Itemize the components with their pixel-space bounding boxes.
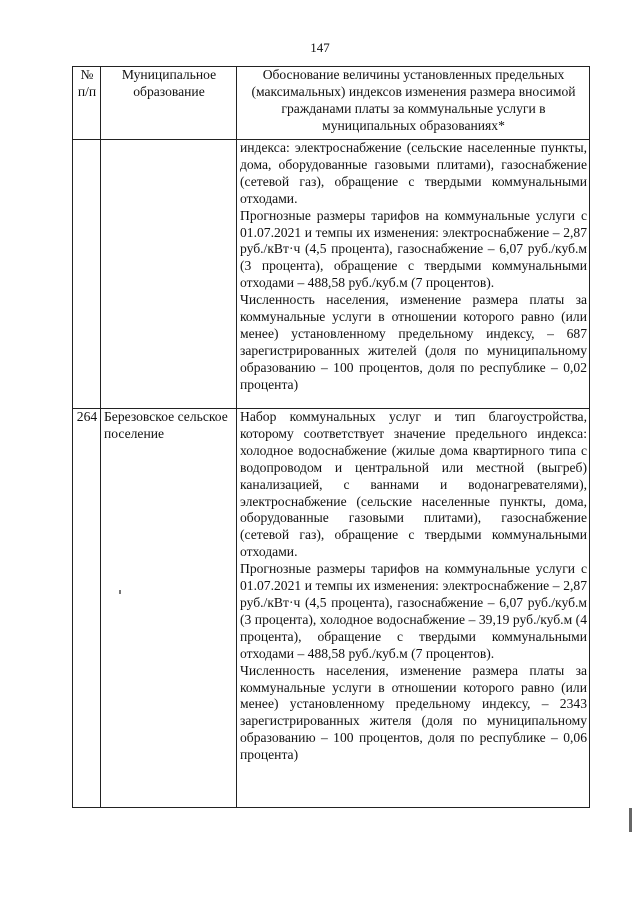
row-justification bbox=[237, 409, 590, 808]
row-justification bbox=[237, 140, 590, 409]
justification-paragraph: Набор коммунальных услуг и тип благоустройства, которому соответствует значение предельного индекса: холодное водоснабжение (жилые дома квартирного типа с водопроводом и центральной или местной (выгреб) канализацией, с ваннами и водонагревателями), электроснабжение (сельские населенные пункты, дома, оборудованные газовыми плитами), газоснабжение (сетевой газ), обращение с твердыми коммунальными отходами. bbox=[240, 409, 587, 560]
row-num bbox=[73, 140, 101, 409]
row-num: 264 bbox=[73, 409, 101, 808]
justification-paragraph: Численность населения, изменение размера платы за коммунальные услуги в отношении которого равно (или менее) установленному предельному индексу, – 687 зарегистрированных жителей (доля по муниципальному образованию – 100 процентов, доля по республике – 0,02 процента) bbox=[240, 292, 587, 392]
justification-paragraph: индекса: электроснабжение (сельские населенные пункты, дома, оборудованные газовыми плитами), газоснабжение (сетевой газ), обращение с твердыми коммунальными отходами. bbox=[240, 140, 587, 206]
row-municipality: Березовское сельское поселение bbox=[101, 409, 237, 808]
scan-edge-mark bbox=[629, 808, 632, 832]
page-number: 147 bbox=[310, 40, 330, 55]
table-row bbox=[73, 140, 590, 409]
scan-speck bbox=[119, 590, 121, 594]
table-header-row bbox=[73, 67, 590, 140]
row-municipality bbox=[101, 140, 237, 409]
justification-paragraph: Прогнозные размеры тарифов на коммунальные услуги с 01.07.2021 и темпы их изменения: электроснабжение – 2,87 руб./кВт·ч (4,5 процента), газоснабжение – 6,07 руб./куб.м (3 процента), холодное водоснабжение – 39,19 руб./куб.м (4 процента), обращение с твердыми коммунальными отходами – 488,58 руб./куб.м (7 процентов). bbox=[240, 561, 587, 661]
header-municipality: Муниципальное образование bbox=[101, 67, 237, 140]
table-row bbox=[73, 409, 590, 808]
justification-paragraph: Прогнозные размеры тарифов на коммунальные услуги с 01.07.2021 и темпы их изменения: электроснабжение – 2,87 руб./кВт·ч (4,5 процента), газоснабжение – 6,07 руб./куб.м (3 процента), обращение с твердыми коммунальными отходами – 488,58 руб./куб.м (7 процентов). bbox=[240, 207, 587, 291]
header-num: № п/п bbox=[73, 67, 101, 140]
header-justification: Обоснование величины установленных предельных (максимальных) индексов изменения размера вносимой гражданами платы за коммунальные услуги в муниципальных образованиях* bbox=[237, 67, 590, 140]
justification-paragraph: Численность населения, изменение размера платы за коммунальные услуги в отношении которого равно (или менее) установленному предельному индексу, – 2343 зарегистрированных жителя (доля по муниципальному образованию – 100 процентов, доля по республике – 0,06 процента) bbox=[240, 662, 587, 763]
index-justification-table bbox=[72, 66, 590, 808]
